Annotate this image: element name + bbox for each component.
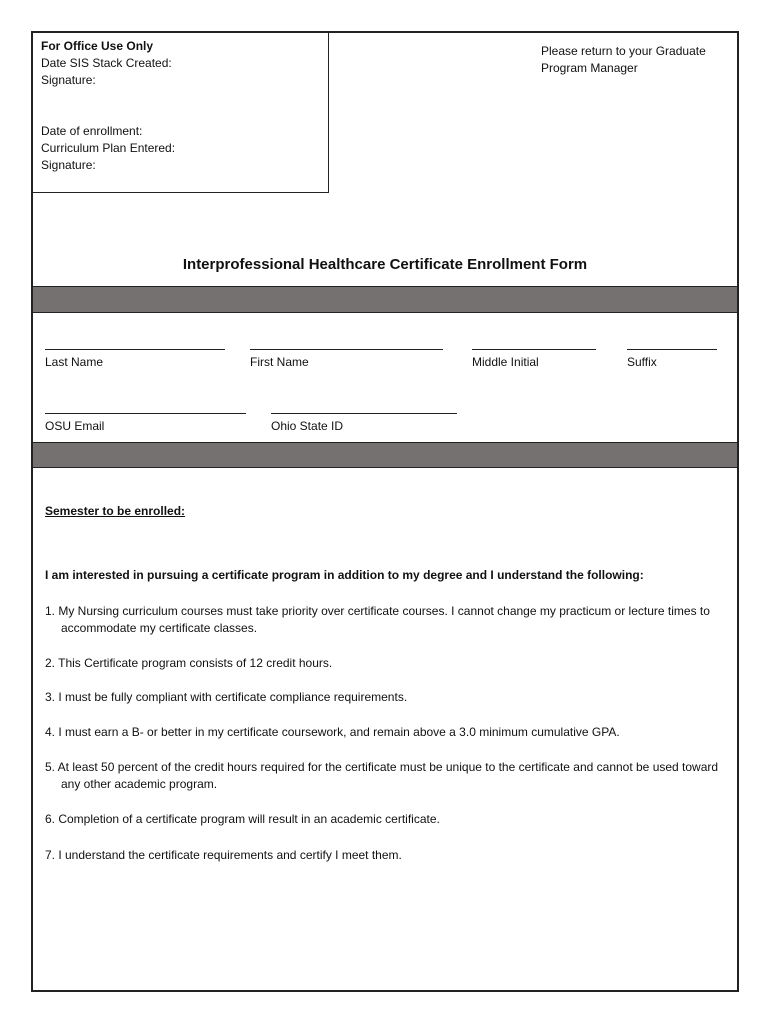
list-item: 7. I understand the certificate requirements and certify I meet them.: [45, 848, 402, 862]
list-item: 1. My Nursing curriculum courses must take priority over certificate courses. I cannot change my practicum or lecture times to accommodate my certificate classes.: [45, 604, 710, 635]
osu-email-field[interactable]: [45, 413, 246, 433]
form-page: [31, 31, 739, 992]
acknowledgement-intro: I am interested in pursuing a certificate program in addition to my degree and I understand the following:: [45, 568, 644, 582]
date-sis-stack-created-label: Date SIS Stack Created:: [41, 56, 172, 70]
curriculum-plan-entered-label: Curriculum Plan Entered:: [41, 141, 176, 155]
list-item: 4. I must earn a B- or better in my certificate coursework, and remain above a 3.0 minimum cumulative GPA.: [45, 725, 620, 739]
date-of-enrollment-label: Date of enrollment:: [41, 124, 143, 138]
suffix-field[interactable]: [627, 349, 717, 369]
last-name-label: Last Name: [45, 355, 104, 369]
return-instructions: Please return to your Graduate Program Manager: [541, 44, 706, 75]
first-name-label: First Name: [250, 355, 309, 369]
middle-initial-label: Middle Initial: [472, 355, 539, 369]
first-name-field[interactable]: [250, 349, 443, 369]
suffix-label: Suffix: [627, 355, 657, 369]
list-item: 3. I must be fully compliant with certificate compliance requirements.: [45, 690, 408, 704]
semester-to-be-enrolled-label: Semester to be enrolled:: [45, 504, 186, 518]
office-use-box: [33, 33, 329, 193]
list-item: 6. Completion of a certificate program will result in an academic certificate.: [45, 812, 440, 826]
ohio-state-id-label: Ohio State ID: [271, 419, 344, 433]
list-item: 2. This Certificate program consists of 12 credit hours.: [45, 656, 333, 670]
section-divider-bar: [33, 286, 737, 313]
last-name-field[interactable]: [45, 349, 225, 369]
office-use-heading: For Office Use Only: [41, 39, 154, 53]
osu-email-label: OSU Email: [45, 419, 105, 433]
form-title: Interprofessional Healthcare Certificate Enrollment Form: [182, 256, 588, 273]
ohio-state-id-field[interactable]: [271, 413, 457, 433]
list-item: 5. At least 50 percent of the credit hours required for the certificate must be unique to the certificate and cannot be used toward any other academic program.: [45, 760, 719, 791]
section-divider-bar-2: [33, 442, 737, 468]
office-signature-label-2: Signature:: [41, 158, 96, 172]
middle-initial-field[interactable]: [472, 349, 596, 369]
office-signature-label-1: Signature:: [41, 73, 96, 87]
